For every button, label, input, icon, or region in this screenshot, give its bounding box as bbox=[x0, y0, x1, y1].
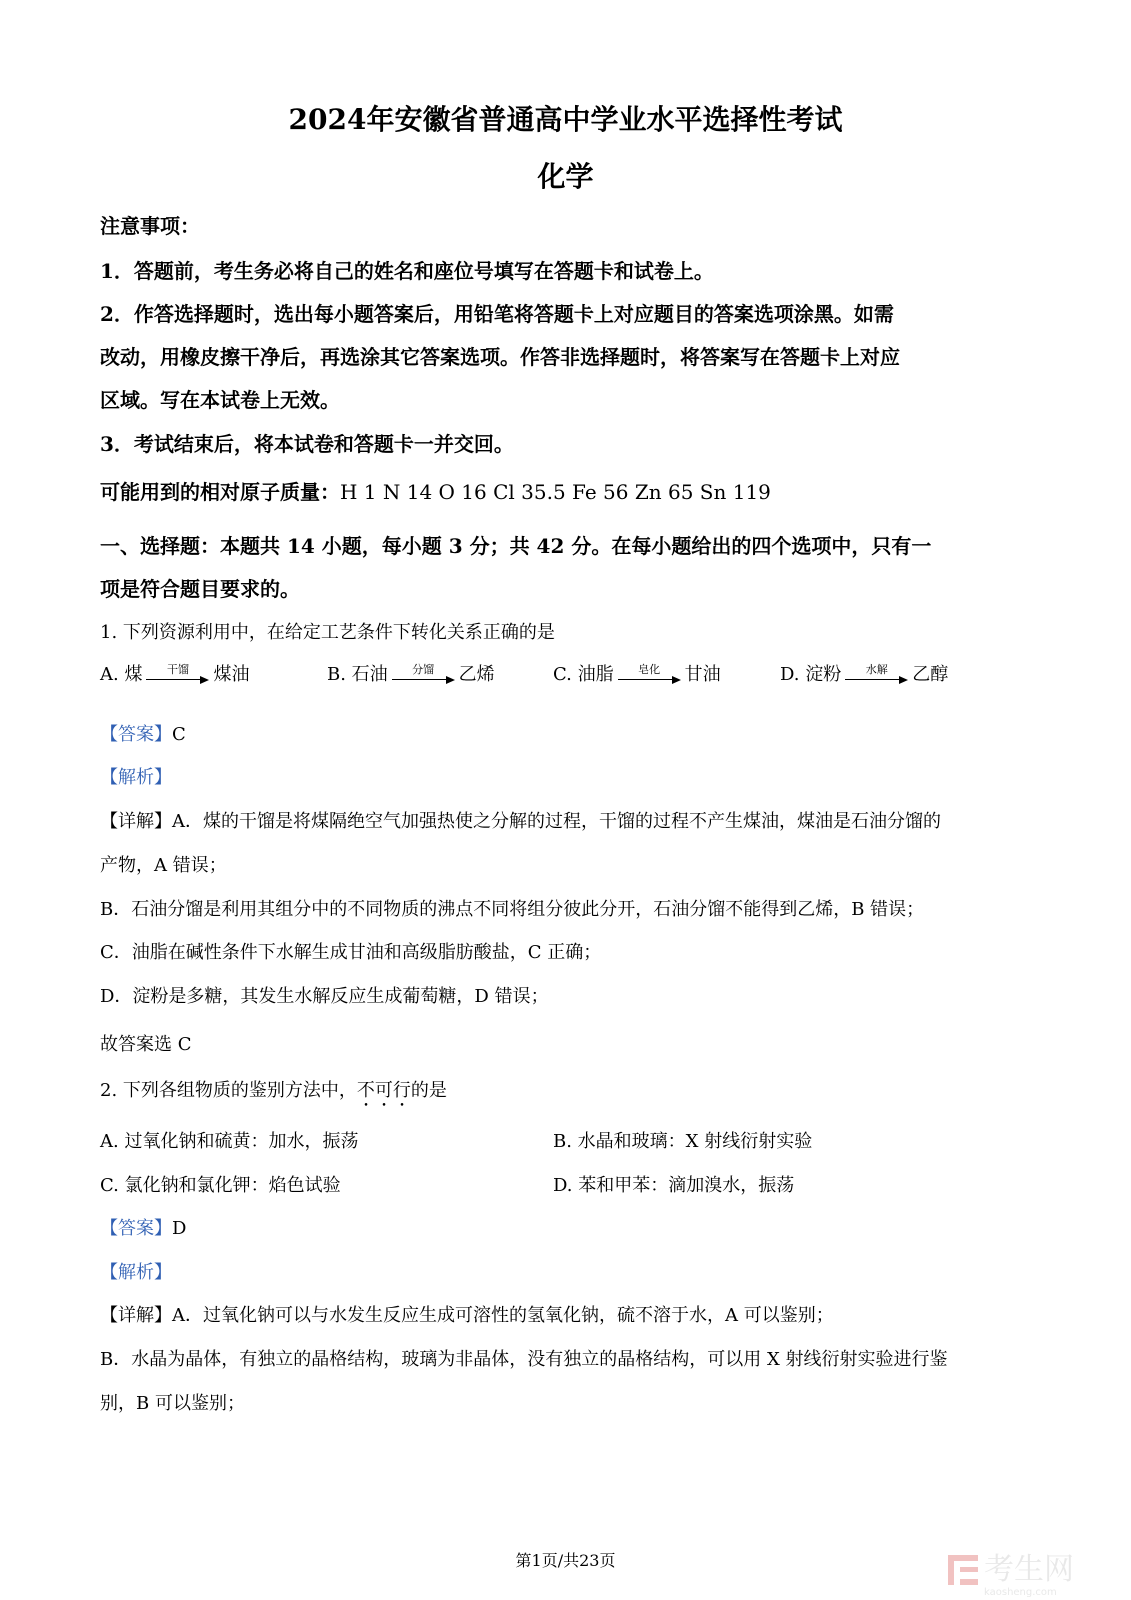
q2-detail-line: B．水晶为晶体，有独立的晶格结构，玻璃为非晶体，没有独立的晶格结构，可以用 X 射线衍射实验进行鉴 bbox=[100, 1349, 948, 1370]
q1-detail-line: C．油脂在碱性条件下水解生成甘油和高级脂肪酸盐，C 正确； bbox=[100, 942, 602, 963]
exam-title: 2024年安徽省普通高中学业水平选择性考试 bbox=[288, 103, 843, 136]
notice-item: 1．答题前，考生务必将自己的姓名和座位号填写在答题卡和试卷上。 bbox=[100, 259, 714, 283]
q1-detail-line: 【详解】A．煤的干馏是将煤隔绝空气加强热使之分解的过程，干馏的过程不产生煤油，煤油是石油分馏的 bbox=[100, 811, 941, 832]
answer-value: C bbox=[172, 724, 186, 745]
answer-tag: 【答案】 bbox=[100, 724, 172, 745]
answer-value: D bbox=[172, 1218, 187, 1239]
section-heading-cont: 项是符合题目要求的。 bbox=[100, 577, 300, 601]
section-heading: 一、选择题：本题共 14 小题，每小题 3 分；共 42 分。在每小题给出的四个选项中，只有一 bbox=[100, 534, 932, 558]
q1-option-c: C. 油脂 皂化 甘油 bbox=[553, 662, 721, 685]
q1-option-a: A. 煤 干馏 煤油 bbox=[100, 662, 250, 685]
q1-detail-line: B．石油分馏是利用其组分中的不同物质的沸点不同将组分彼此分开，石油分馏不能得到乙烯，B 错误； bbox=[100, 899, 925, 920]
watermark-brand: 考生网 bbox=[984, 1552, 1074, 1587]
detail-tag: 【详解】 bbox=[100, 811, 172, 832]
question-2-stem: 2. 下列各组物质的鉴别方法中，不可行的是 bbox=[100, 1080, 447, 1101]
detail-tag: 【详解】 bbox=[100, 1305, 172, 1326]
notice-item: 2．作答选择题时，选出每小题答案后，用铅笔将答题卡上对应题目的答案选项涂黑。如需 bbox=[100, 302, 894, 326]
watermark-logo bbox=[948, 1552, 1074, 1598]
logo-mark-icon bbox=[948, 1555, 978, 1585]
q2-option-a: A. 过氧化钠和硫黄：加水，振荡 bbox=[100, 1131, 359, 1152]
atomic-mass-values: H 1 N 14 O 16 Cl 35.5 Fe 56 Zn 65 Sn 119 bbox=[340, 480, 771, 504]
reaction-arrow: 皂化 bbox=[618, 663, 681, 684]
atomic-mass-label: 可能用到的相对原子质量： bbox=[100, 480, 340, 504]
q2-detail-line: 别，B 可以鉴别； bbox=[100, 1393, 245, 1414]
q1-analysis-tag: 【解析】 bbox=[100, 767, 172, 788]
reaction-arrow: 干馏 bbox=[146, 663, 209, 684]
q1-option-d: D. 淀粉 水解 乙醇 bbox=[780, 662, 949, 685]
notice-heading: 注意事项： bbox=[100, 214, 200, 238]
reaction-arrow: 分馏 bbox=[392, 663, 455, 684]
q2-answer bbox=[100, 1214, 186, 1240]
notice-item: 改动，用橡皮擦干净后，再选涂其它答案选项。作答非选择题时，将答案写在答题卡上对应 bbox=[100, 345, 900, 369]
q1-detail-line: 产物，A 错误； bbox=[100, 855, 227, 876]
subject-title: 化学 bbox=[537, 160, 594, 193]
question-1-stem: 1. 下列资源利用中，在给定工艺条件下转化关系正确的是 bbox=[100, 622, 555, 643]
q1-conclusion: 故答案选 C bbox=[100, 1034, 192, 1055]
q2-option-d: D. 苯和甲苯：滴加溴水，振荡 bbox=[553, 1175, 795, 1196]
notice-item: 3．考试结束后，将本试卷和答题卡一并交回。 bbox=[100, 432, 514, 456]
q1-detail-line: D．淀粉是多糖，其发生水解反应生成葡萄糖，D 错误； bbox=[100, 986, 549, 1007]
q2-analysis-tag: 【解析】 bbox=[100, 1262, 172, 1283]
notice-item: 区域。写在本试卷上无效。 bbox=[100, 388, 340, 412]
q2-option-c: C. 氯化钠和氯化钾：焰色试验 bbox=[100, 1175, 341, 1196]
emphasis-text: 不可行 bbox=[356, 1080, 411, 1101]
page-number: 第1页/共23页 bbox=[515, 1551, 616, 1570]
q2-option-b: B. 水晶和玻璃：X 射线衍射实验 bbox=[553, 1131, 813, 1152]
reaction-arrow: 水解 bbox=[845, 663, 908, 684]
q2-detail-line: 【详解】A．过氧化钠可以与水发生反应生成可溶性的氢氧化钠，硫不溶于水，A 可以鉴别； bbox=[100, 1305, 834, 1326]
q1-option-b: B. 石油 分馏 乙烯 bbox=[327, 662, 495, 685]
watermark-site: kaosheng.com bbox=[984, 1587, 1057, 1598]
atomic-mass bbox=[100, 476, 771, 505]
answer-tag: 【答案】 bbox=[100, 1218, 172, 1239]
q1-answer bbox=[100, 720, 186, 746]
